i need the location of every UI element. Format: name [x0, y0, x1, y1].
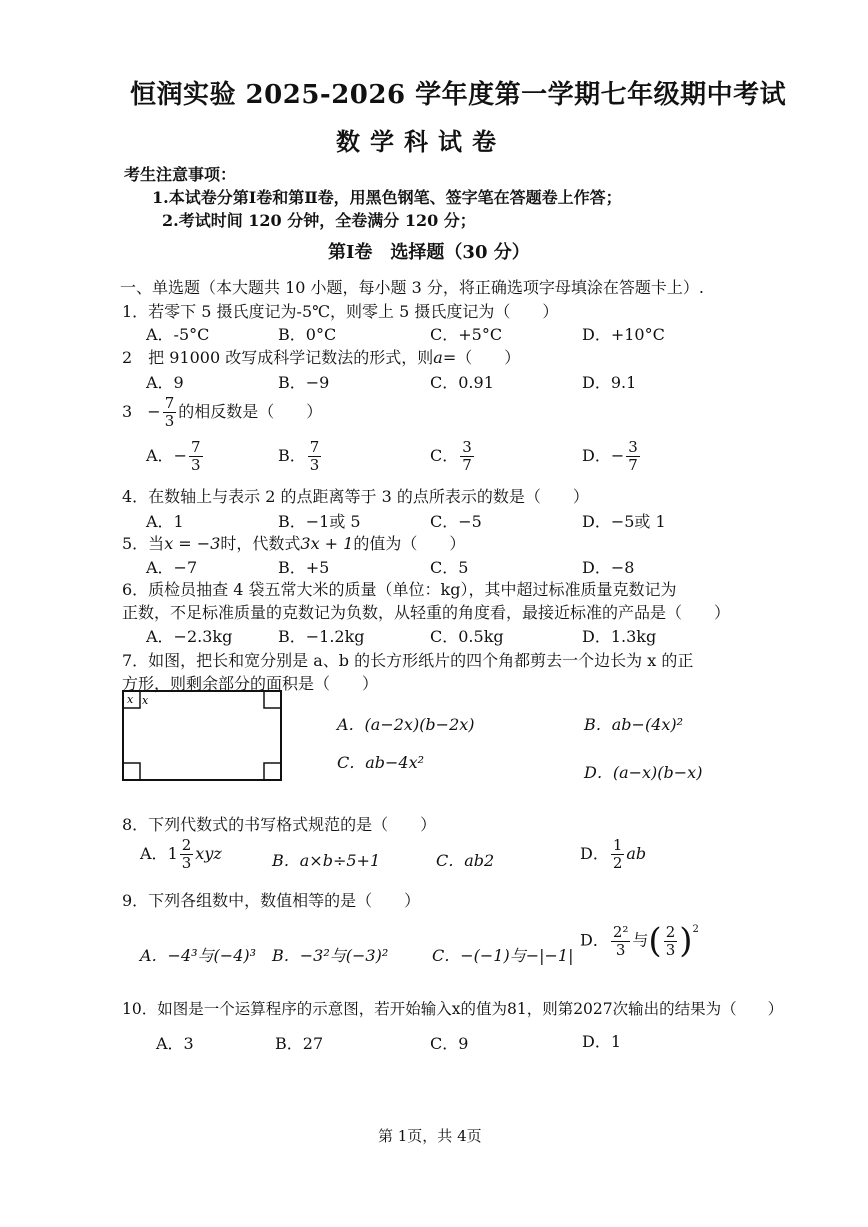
question-3-stem: 3 − $\frac{7}{3}$ 的相反数是（ ）: [122, 394, 323, 430]
question-5-option-c: C．5: [430, 558, 469, 577]
figure-label-x-top: x: [127, 693, 134, 706]
question-8-stem: 8．下列代数式的书写格式规范的是（ ）: [122, 815, 437, 834]
exam-title: 恒润实验 2025-2026 学年度第一学期七年级期中考试: [130, 80, 787, 110]
question-8-option-a: A．1 $\frac{2}{3}$ xyz: [140, 836, 222, 872]
rectangle-figure: [120, 688, 286, 784]
section-intro: 一、单选题（本大题共 10 小题，每小题 3 分，将正确选项字母填涂在答题卡上）.: [120, 278, 704, 297]
question-8-option-c: C．ab2: [436, 851, 495, 870]
question-5-option-d: D．−8: [582, 558, 635, 577]
question-10-option-d: D．1: [582, 1032, 622, 1051]
question-2-option-a: A．9: [146, 373, 184, 392]
question-7-option-c: C．ab−4x²: [337, 753, 425, 772]
question-9-option-c: C．−(−1)与−|−1|: [432, 946, 574, 965]
corner-square-bottom-left: [123, 763, 140, 780]
question-9-option-b: B．−3²与(−3)²: [272, 946, 389, 965]
question-6-option-a: A．−2.3kg: [146, 627, 233, 646]
question-1-option-b: B．0°C: [278, 325, 337, 344]
question-8-option-d: D． $\frac{1}{2}$ ab: [580, 836, 647, 872]
question-3-option-a: A．− $\frac{7}{3}$: [146, 438, 201, 474]
question-5-option-b: B．+5: [278, 558, 330, 577]
page-footer: 第 1页，共 4页: [378, 1127, 482, 1145]
question-5-stem: 5．当x = −3时，代数式3x + 1的值为（ ）: [122, 534, 466, 553]
question-6-option-d: D．1.3kg: [582, 627, 657, 646]
question-4-option-a: A．1: [146, 512, 184, 531]
question-6-option-b: B．−1.2kg: [278, 627, 365, 646]
question-2-option-b: B．−9: [278, 373, 330, 392]
question-4-option-d: D．−5或 1: [582, 512, 666, 531]
notice-item-1: 1.本试卷分第Ⅰ卷和第Ⅱ卷，用黑色钢笔、签字笔在答题卷上作答；: [152, 188, 622, 207]
question-1-option-c: C．+5°C: [430, 325, 503, 344]
question-10-option-c: C．9: [430, 1034, 469, 1053]
question-3-option-d: D．− $\frac{3}{7}$: [582, 438, 638, 474]
question-2-option-d: D．9.1: [582, 373, 637, 392]
question-8-option-b: B．a×b÷5+1: [272, 851, 381, 870]
fraction: $\frac{7}{3}$: [164, 394, 175, 430]
exam-subtitle: 数学科试卷: [336, 127, 506, 156]
corner-square-bottom-right: [264, 763, 281, 780]
question-3-option-c: C． $\frac{3}{7}$: [430, 438, 472, 474]
question-10-stem: 10．如图是一个运算程序的示意图，若开始输入x的值为81，则第2027次输出的结果为（ ）: [122, 1000, 784, 1018]
corner-square-top-right: [264, 691, 281, 708]
question-1-option-a: A．-5°C: [146, 325, 210, 344]
question-10-option-a: A．3: [156, 1034, 194, 1053]
question-4-stem: 4．在数轴上与表示 2 的点距离等于 3 的点所表示的数是（ ）: [122, 487, 589, 506]
question-4-option-b: B．−1或 5: [278, 512, 361, 531]
question-7-option-b: B．ab−(4x)²: [584, 715, 684, 734]
question-9-option-a: A．−4³与(−4)³: [140, 946, 257, 965]
question-1-stem: 1．若零下 5 摄氏度记为-5℃，则零上 5 摄氏度记为（ ）: [122, 302, 559, 321]
question-7-line-1: 7．如图，把长和宽分别是 a、b 的长方形纸片的四个角都剪去一个边长为 x 的正: [122, 651, 694, 670]
question-7-option-d: D．(a−x)(b−x): [584, 763, 703, 782]
question-3-option-b: B． $\frac{7}{3}$: [278, 438, 320, 474]
question-6-line-2: 正数，不足标准质量的克数记为负数，从轻重的角度看，最接近标准的产品是（ ）: [122, 603, 731, 622]
question-7-option-a: A．(a−2x)(b−2x): [337, 715, 475, 734]
question-9-stem: 9．下列各组数中，数值相等的是（ ）: [122, 891, 421, 910]
question-6-line-1: 6．质检员抽查 4 袋五常大米的质量（单位：kg），其中超过标准质量克数记为: [122, 580, 677, 599]
question-2-stem: 2 把 91000 改写成科学记数法的形式，则a=（ ）: [122, 348, 521, 367]
question-1-option-d: D．+10°C: [582, 325, 665, 344]
question-10-option-b: B．27: [275, 1034, 324, 1053]
notice-heading: 考生注意事项：: [124, 165, 237, 184]
question-7-line-2: 方形，则剩余部分的面积是（ ）: [122, 674, 379, 693]
question-5-option-a: A．−7: [146, 558, 198, 577]
section-title: 第Ⅰ卷 选择题（30 分）: [328, 242, 530, 263]
figure-label-x-side: x: [142, 694, 149, 707]
question-2-option-c: C．0.91: [430, 373, 494, 392]
notice-item-2: 2.考试时间 120 分钟，全卷满分 120 分；: [162, 211, 476, 230]
question-9-option-d: D． $\frac{\text{2²}}{3}$ 与( $\frac{2}{3}$ )$^2$: [580, 921, 699, 961]
question-4-option-c: C．−5: [430, 512, 482, 531]
question-6-option-c: C．0.5kg: [430, 627, 504, 646]
